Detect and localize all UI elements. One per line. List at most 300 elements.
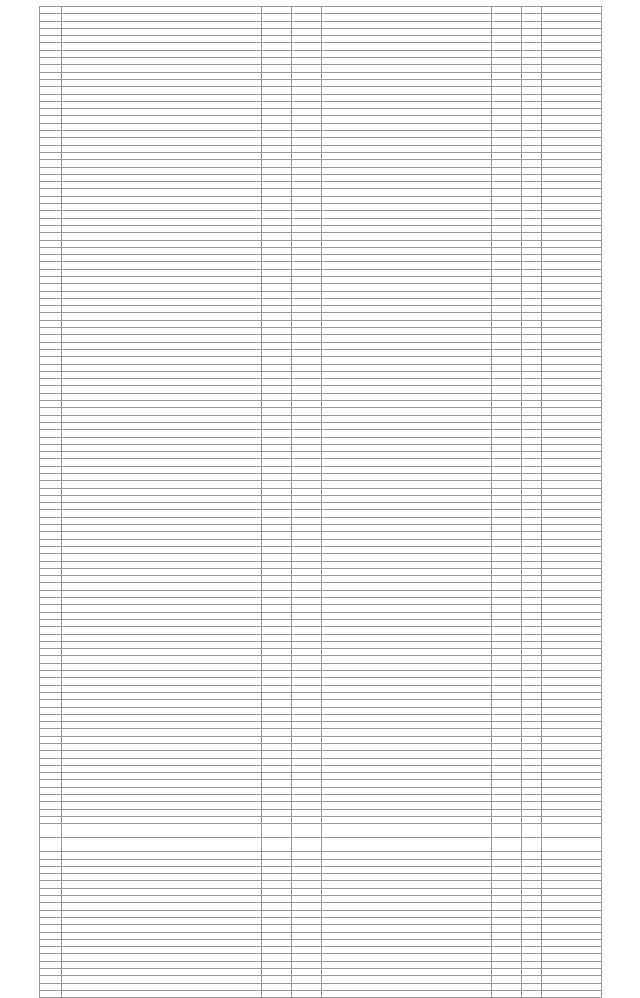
table-row xyxy=(40,123,602,130)
table-cell xyxy=(262,939,292,946)
table-cell xyxy=(62,881,262,888)
table-cell xyxy=(522,707,542,714)
table-cell xyxy=(322,28,492,35)
table-cell xyxy=(522,21,542,28)
table-cell xyxy=(40,910,62,917)
table-cell xyxy=(492,174,522,181)
table-cell xyxy=(262,233,292,240)
table-cell xyxy=(542,561,602,568)
table-cell xyxy=(542,903,602,910)
table-cell xyxy=(492,72,522,79)
table-cell xyxy=(62,430,262,437)
table-cell xyxy=(62,656,262,663)
table-cell xyxy=(62,189,262,196)
table-cell xyxy=(62,809,262,816)
table-cell xyxy=(492,167,522,174)
table-cell xyxy=(542,379,602,386)
table-cell xyxy=(40,809,62,816)
table-row xyxy=(40,94,602,101)
table-cell xyxy=(292,152,322,159)
table-cell xyxy=(322,795,492,802)
table-cell xyxy=(40,313,62,320)
table-cell xyxy=(322,386,492,393)
table-cell xyxy=(292,707,322,714)
table-cell xyxy=(62,247,262,254)
table-cell xyxy=(542,474,602,481)
table-row xyxy=(40,961,602,968)
table-cell xyxy=(292,364,322,371)
table-cell xyxy=(292,700,322,707)
table-cell xyxy=(292,320,322,327)
table-cell xyxy=(522,917,542,924)
table-cell xyxy=(40,510,62,517)
table-cell xyxy=(522,415,542,422)
table-cell xyxy=(492,619,522,626)
table-cell xyxy=(492,503,522,510)
table-cell xyxy=(492,925,522,932)
table-row xyxy=(40,816,602,823)
table-row xyxy=(40,7,602,14)
table-cell xyxy=(62,707,262,714)
table-cell xyxy=(322,415,492,422)
table-cell xyxy=(522,714,542,721)
table-cell xyxy=(292,349,322,356)
table-cell xyxy=(262,335,292,342)
table-sheet xyxy=(39,6,601,998)
table-cell xyxy=(492,189,522,196)
table-cell xyxy=(262,947,292,954)
table-cell xyxy=(492,983,522,990)
table-cell xyxy=(262,313,292,320)
table-cell xyxy=(62,138,262,145)
table-cell xyxy=(40,269,62,276)
table-cell xyxy=(492,211,522,218)
table-cell xyxy=(292,247,322,254)
table-cell xyxy=(40,932,62,939)
table-cell xyxy=(40,225,62,232)
table-cell xyxy=(492,101,522,108)
table-cell xyxy=(522,152,542,159)
table-cell xyxy=(322,707,492,714)
table-cell xyxy=(542,43,602,50)
table-cell xyxy=(492,881,522,888)
table-row xyxy=(40,634,602,641)
table-cell xyxy=(262,204,292,211)
table-row xyxy=(40,910,602,917)
table-cell xyxy=(492,247,522,254)
table-cell xyxy=(62,401,262,408)
table-cell xyxy=(492,408,522,415)
table-cell xyxy=(522,939,542,946)
table-cell xyxy=(492,79,522,86)
table-cell xyxy=(322,780,492,787)
table-cell xyxy=(262,379,292,386)
table-cell xyxy=(292,961,322,968)
table-cell xyxy=(262,780,292,787)
table-cell xyxy=(40,408,62,415)
table-row xyxy=(40,852,602,859)
table-cell xyxy=(522,284,542,291)
table-cell xyxy=(322,692,492,699)
table-cell xyxy=(262,583,292,590)
table-cell xyxy=(492,612,522,619)
table-cell xyxy=(542,335,602,342)
table-cell xyxy=(522,656,542,663)
table-cell xyxy=(262,152,292,159)
table-cell xyxy=(322,36,492,43)
table-cell xyxy=(322,510,492,517)
table-cell xyxy=(322,408,492,415)
table-row xyxy=(40,773,602,780)
table-cell xyxy=(292,481,322,488)
table-cell xyxy=(542,116,602,123)
table-cell xyxy=(40,787,62,794)
table-cell xyxy=(62,824,262,838)
table-cell xyxy=(492,634,522,641)
table-row xyxy=(40,510,602,517)
table-cell xyxy=(522,36,542,43)
table-cell xyxy=(542,976,602,983)
table-cell xyxy=(522,349,542,356)
table-cell xyxy=(262,298,292,305)
table-cell xyxy=(62,262,262,269)
table-cell xyxy=(322,758,492,765)
table-cell xyxy=(522,218,542,225)
table-cell xyxy=(262,225,292,232)
table-cell xyxy=(262,306,292,313)
table-cell xyxy=(262,50,292,57)
table-cell xyxy=(492,969,522,976)
table-cell xyxy=(262,990,292,997)
table-cell xyxy=(522,590,542,597)
table-cell xyxy=(322,641,492,648)
table-cell xyxy=(40,539,62,546)
table-cell xyxy=(40,954,62,961)
table-cell xyxy=(542,320,602,327)
table-row xyxy=(40,28,602,35)
table-cell xyxy=(322,444,492,451)
table-cell xyxy=(542,36,602,43)
table-cell xyxy=(62,874,262,881)
table-cell xyxy=(262,729,292,736)
table-cell xyxy=(492,700,522,707)
table-cell xyxy=(522,79,542,86)
table-cell xyxy=(492,459,522,466)
table-cell xyxy=(522,816,542,823)
table-cell xyxy=(322,452,492,459)
table-cell xyxy=(262,532,292,539)
table-cell xyxy=(40,452,62,459)
table-cell xyxy=(542,145,602,152)
table-cell xyxy=(492,123,522,130)
table-cell xyxy=(492,590,522,597)
table-cell xyxy=(62,167,262,174)
table-row xyxy=(40,969,602,976)
table-cell xyxy=(522,211,542,218)
table-cell xyxy=(292,896,322,903)
table-cell xyxy=(40,888,62,895)
table-cell xyxy=(542,65,602,72)
table-cell xyxy=(492,539,522,546)
table-cell xyxy=(40,866,62,873)
table-cell xyxy=(62,758,262,765)
table-cell xyxy=(292,780,322,787)
table-cell xyxy=(492,218,522,225)
table-cell xyxy=(522,809,542,816)
table-cell xyxy=(62,787,262,794)
table-cell xyxy=(62,36,262,43)
table-cell xyxy=(542,452,602,459)
table-cell xyxy=(40,802,62,809)
table-cell xyxy=(322,969,492,976)
table-cell xyxy=(292,379,322,386)
table-cell xyxy=(40,401,62,408)
table-row xyxy=(40,182,602,189)
table-row xyxy=(40,612,602,619)
table-cell xyxy=(62,634,262,641)
table-cell xyxy=(292,371,322,378)
table-cell xyxy=(262,634,292,641)
table-cell xyxy=(322,634,492,641)
table-cell xyxy=(492,678,522,685)
table-cell xyxy=(62,123,262,130)
table-cell xyxy=(492,335,522,342)
table-cell xyxy=(322,328,492,335)
table-cell xyxy=(492,306,522,313)
table-cell xyxy=(322,240,492,247)
table-cell xyxy=(40,576,62,583)
table-cell xyxy=(542,225,602,232)
table-row xyxy=(40,116,602,123)
table-cell xyxy=(322,371,492,378)
table-cell xyxy=(492,605,522,612)
table-cell xyxy=(262,7,292,14)
table-cell xyxy=(292,881,322,888)
table-cell xyxy=(542,94,602,101)
table-cell xyxy=(492,990,522,997)
table-cell xyxy=(292,415,322,422)
table-cell xyxy=(40,896,62,903)
table-cell xyxy=(322,204,492,211)
table-cell xyxy=(262,116,292,123)
table-cell xyxy=(62,939,262,946)
table-cell xyxy=(522,495,542,502)
table-cell xyxy=(492,160,522,167)
table-cell xyxy=(62,269,262,276)
table-cell xyxy=(40,218,62,225)
table-cell xyxy=(40,357,62,364)
table-row xyxy=(40,692,602,699)
table-cell xyxy=(542,627,602,634)
table-cell xyxy=(292,474,322,481)
table-cell xyxy=(292,131,322,138)
table-cell xyxy=(522,182,542,189)
table-cell xyxy=(292,802,322,809)
table-cell xyxy=(62,196,262,203)
table-cell xyxy=(40,21,62,28)
table-cell xyxy=(322,532,492,539)
table-row xyxy=(40,729,602,736)
table-cell xyxy=(40,393,62,400)
table-row xyxy=(40,990,602,997)
table-cell xyxy=(522,554,542,561)
table-cell xyxy=(62,983,262,990)
table-cell xyxy=(542,925,602,932)
table-row xyxy=(40,262,602,269)
table-row xyxy=(40,269,602,276)
table-cell xyxy=(262,36,292,43)
table-cell xyxy=(62,546,262,553)
table-cell xyxy=(40,917,62,924)
table-cell xyxy=(292,14,322,21)
table-cell xyxy=(262,736,292,743)
table-cell xyxy=(522,881,542,888)
table-row xyxy=(40,36,602,43)
table-row xyxy=(40,87,602,94)
table-cell xyxy=(522,335,542,342)
table-cell xyxy=(262,131,292,138)
table-cell xyxy=(292,932,322,939)
table-cell xyxy=(492,649,522,656)
table-cell xyxy=(492,598,522,605)
table-row xyxy=(40,189,602,196)
table-cell xyxy=(262,342,292,349)
table-cell xyxy=(522,852,542,859)
table-cell xyxy=(262,174,292,181)
table-cell xyxy=(542,349,602,356)
table-cell xyxy=(292,313,322,320)
table-cell xyxy=(40,903,62,910)
table-cell xyxy=(262,773,292,780)
table-cell xyxy=(542,758,602,765)
table-row xyxy=(40,917,602,924)
table-cell xyxy=(40,379,62,386)
table-cell xyxy=(292,656,322,663)
table-cell xyxy=(292,539,322,546)
table-cell xyxy=(322,656,492,663)
table-cell xyxy=(522,255,542,262)
table-cell xyxy=(492,131,522,138)
table-cell xyxy=(322,802,492,809)
table-cell xyxy=(262,612,292,619)
table-cell xyxy=(542,568,602,575)
table-cell xyxy=(492,386,522,393)
table-row xyxy=(40,364,602,371)
table-cell xyxy=(542,787,602,794)
table-cell xyxy=(40,109,62,116)
table-cell xyxy=(292,939,322,946)
table-cell xyxy=(40,43,62,50)
table-cell xyxy=(292,692,322,699)
table-cell xyxy=(40,430,62,437)
table-cell xyxy=(322,816,492,823)
table-cell xyxy=(40,7,62,14)
table-cell xyxy=(62,910,262,917)
table-cell xyxy=(522,685,542,692)
table-cell xyxy=(262,917,292,924)
table-cell xyxy=(292,7,322,14)
table-row xyxy=(40,758,602,765)
table-cell xyxy=(40,852,62,859)
table-cell xyxy=(522,700,542,707)
table-cell xyxy=(262,743,292,750)
table-cell xyxy=(542,152,602,159)
table-cell xyxy=(542,189,602,196)
table-cell xyxy=(292,291,322,298)
table-cell xyxy=(292,678,322,685)
table-cell xyxy=(492,466,522,473)
table-row xyxy=(40,532,602,539)
table-cell xyxy=(262,649,292,656)
table-cell xyxy=(542,393,602,400)
table-cell xyxy=(262,765,292,772)
table-cell xyxy=(62,466,262,473)
table-cell xyxy=(522,393,542,400)
table-cell xyxy=(542,386,602,393)
table-cell xyxy=(322,262,492,269)
table-cell xyxy=(262,328,292,335)
table-cell xyxy=(40,459,62,466)
table-cell xyxy=(262,903,292,910)
table-cell xyxy=(542,910,602,917)
table-cell xyxy=(322,517,492,524)
table-cell xyxy=(262,466,292,473)
table-cell xyxy=(262,320,292,327)
table-row xyxy=(40,138,602,145)
table-row xyxy=(40,838,602,852)
table-cell xyxy=(292,903,322,910)
table-cell xyxy=(292,525,322,532)
table-cell xyxy=(542,364,602,371)
table-cell xyxy=(292,917,322,924)
table-cell xyxy=(292,866,322,873)
table-row xyxy=(40,459,602,466)
table-row xyxy=(40,947,602,954)
table-row xyxy=(40,481,602,488)
table-row xyxy=(40,795,602,802)
table-row xyxy=(40,430,602,437)
table-cell xyxy=(542,809,602,816)
table-cell xyxy=(40,174,62,181)
table-cell xyxy=(40,881,62,888)
table-cell xyxy=(522,888,542,895)
table-cell xyxy=(322,947,492,954)
table-cell xyxy=(522,123,542,130)
table-cell xyxy=(40,36,62,43)
table-cell xyxy=(292,422,322,429)
table-cell xyxy=(292,910,322,917)
table-cell xyxy=(322,284,492,291)
table-cell xyxy=(322,466,492,473)
table-cell xyxy=(62,58,262,65)
table-cell xyxy=(542,939,602,946)
table-cell xyxy=(40,474,62,481)
table-cell xyxy=(322,888,492,895)
table-cell xyxy=(262,619,292,626)
table-cell xyxy=(322,961,492,968)
table-cell xyxy=(40,795,62,802)
table-cell xyxy=(492,204,522,211)
table-row xyxy=(40,401,602,408)
table-cell xyxy=(322,903,492,910)
table-cell xyxy=(492,152,522,159)
table-cell xyxy=(62,598,262,605)
table-cell xyxy=(492,474,522,481)
table-cell xyxy=(62,961,262,968)
data-table xyxy=(39,6,602,998)
table-row xyxy=(40,466,602,473)
table-cell xyxy=(262,211,292,218)
